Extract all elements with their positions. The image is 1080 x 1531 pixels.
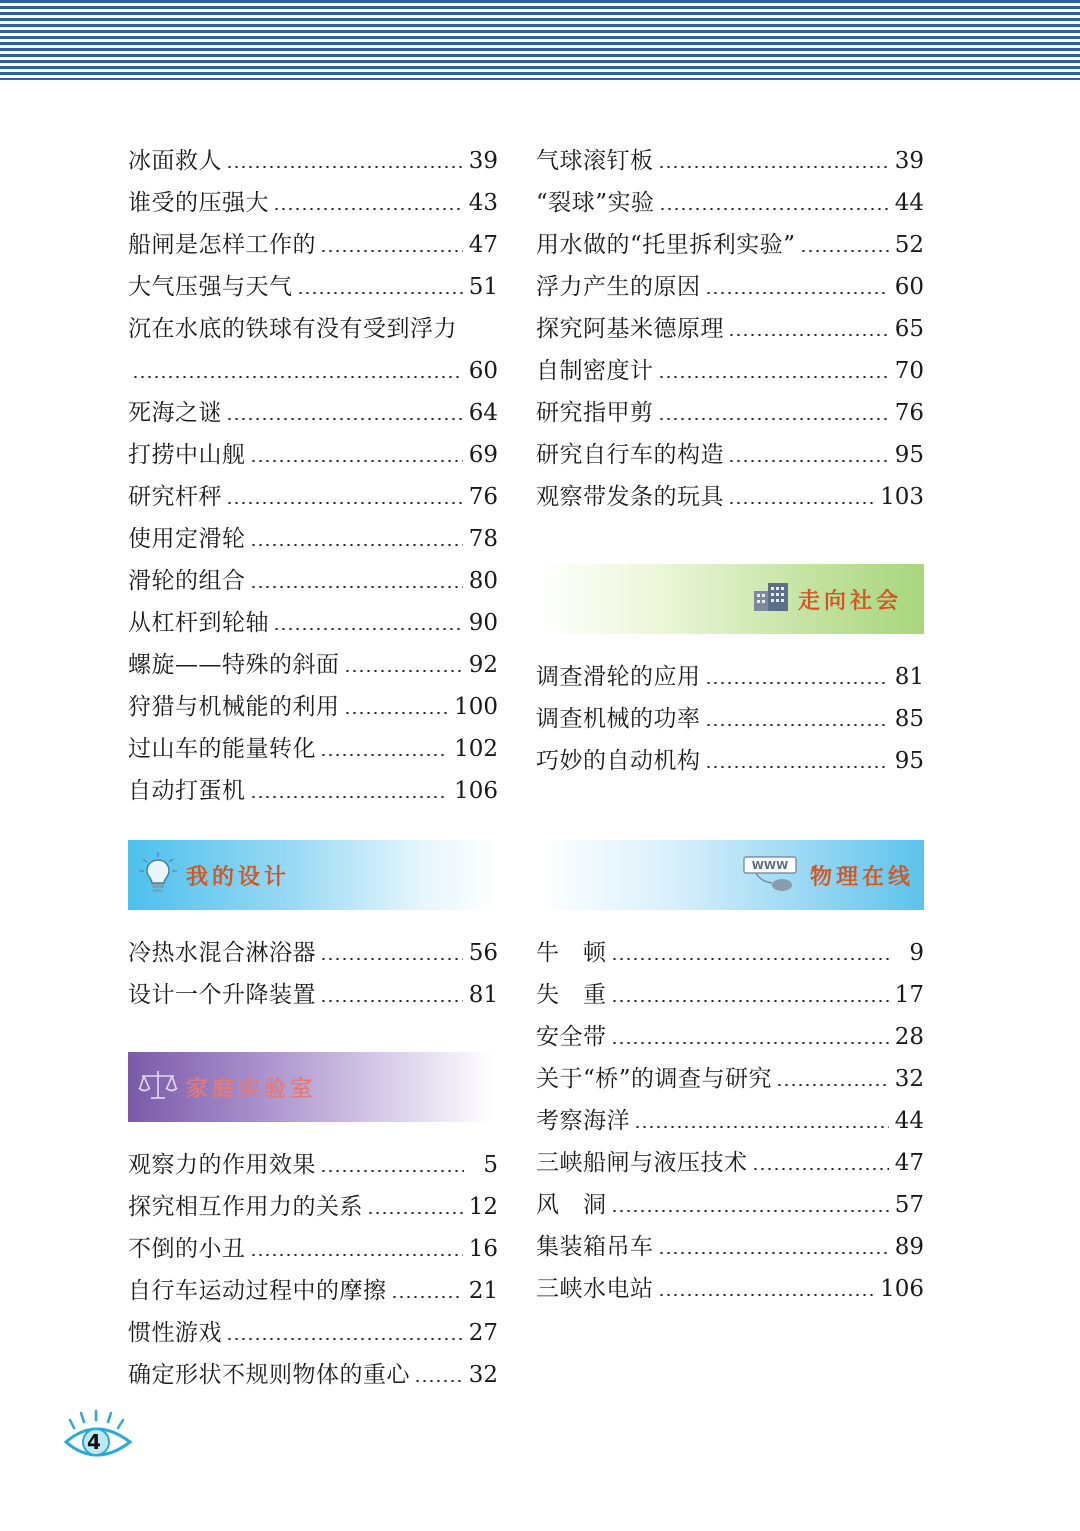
- toc-entry-title: 牛 顿: [536, 940, 607, 966]
- toc-entry[interactable]: [536, 1260, 924, 1302]
- toc-entry-page: 43: [468, 190, 498, 216]
- toc-entry-title: 观察力的作用效果: [128, 1152, 316, 1178]
- toc-entry-title: 观察带发条的玩具: [536, 484, 724, 510]
- dot-leader: [320, 1000, 463, 1002]
- page-number: 4: [87, 1430, 101, 1454]
- toc-entry[interactable]: [536, 132, 924, 174]
- dot-leader: [611, 958, 891, 960]
- section-title: 物理在线: [809, 863, 914, 890]
- toc-entry[interactable]: [128, 300, 498, 342]
- toc-entry[interactable]: [128, 636, 498, 678]
- dot-leader: [297, 292, 463, 294]
- toc-entry-page: 102: [454, 736, 498, 762]
- toc-entry-page: 44: [894, 1108, 924, 1134]
- dot-leader: [250, 1254, 463, 1256]
- toc-entry-page: 78: [468, 526, 498, 552]
- toc-online: [536, 924, 924, 1302]
- dot-leader: [273, 628, 463, 630]
- toc-entry[interactable]: [536, 216, 924, 258]
- toc-entry-page: 28: [894, 1024, 924, 1050]
- dot-leader: [226, 1338, 463, 1340]
- toc-entry[interactable]: [128, 1346, 498, 1388]
- toc-entry-title: 沉在水底的铁球有没有受到浮力: [128, 316, 457, 342]
- toc-entry[interactable]: [128, 342, 498, 384]
- dot-leader: [659, 208, 889, 210]
- toc-entry[interactable]: [536, 426, 924, 468]
- toc-entry[interactable]: [536, 1008, 924, 1050]
- toc-entry-page: 32: [468, 1362, 498, 1388]
- toc-entry[interactable]: [128, 1262, 498, 1304]
- toc-entry-page: 76: [894, 400, 924, 426]
- toc-entry[interactable]: [128, 1304, 498, 1346]
- toc-entry-page: 70: [894, 358, 924, 384]
- toc-entry-page: 106: [880, 1276, 924, 1302]
- dot-leader: [250, 460, 463, 462]
- toc-left-main: [128, 132, 498, 804]
- toc-entry[interactable]: [128, 216, 498, 258]
- toc-entry[interactable]: [536, 690, 924, 732]
- toc-entry-page: 95: [894, 748, 924, 774]
- dot-leader: [728, 460, 889, 462]
- toc-entry-page: 85: [894, 706, 924, 732]
- dot-leader: [320, 1170, 464, 1172]
- toc-entry-title: 设计一个升降装置: [128, 982, 316, 1008]
- toc-lab: [128, 1136, 498, 1388]
- toc-entry[interactable]: [536, 1176, 924, 1218]
- toc-list: [536, 132, 924, 510]
- dot-leader: [320, 958, 463, 960]
- toc-entry[interactable]: [536, 342, 924, 384]
- toc-list: [128, 132, 498, 804]
- dot-leader: [800, 250, 889, 252]
- toc-entry-page: 47: [894, 1150, 924, 1176]
- dot-leader: [728, 502, 874, 504]
- toc-entry[interactable]: [536, 648, 924, 690]
- toc-entry-title: 三峡船闸与液压技术: [536, 1150, 748, 1176]
- toc-entry[interactable]: [128, 132, 498, 174]
- dot-leader: [226, 418, 463, 420]
- toc-entry[interactable]: [128, 762, 498, 804]
- section-banner-society: [536, 564, 924, 634]
- toc-design: [128, 924, 498, 1008]
- dot-leader: [658, 1252, 889, 1254]
- toc-entry-title: 死海之谜: [128, 400, 222, 426]
- dot-leader: [728, 334, 889, 336]
- toc-entry-title: 研究杆秤: [128, 484, 222, 510]
- toc-entry-page: 21: [468, 1278, 498, 1304]
- toc-entry-page: 9: [909, 940, 924, 966]
- toc-entry-title: 关于“桥”的调查与研究: [536, 1066, 773, 1092]
- toc-entry[interactable]: [536, 174, 924, 216]
- toc-entry[interactable]: [128, 678, 498, 720]
- toc-entry-title: 自动打蛋机: [128, 778, 246, 804]
- toc-entry-page: 39: [894, 148, 924, 174]
- section-title: 我的设计: [186, 863, 291, 890]
- dot-leader: [705, 724, 889, 726]
- toc-entry[interactable]: [128, 924, 498, 966]
- toc-entry-page: 12: [468, 1194, 498, 1220]
- toc-entry-title: 安全带: [536, 1024, 607, 1050]
- toc-entry[interactable]: [536, 468, 924, 510]
- toc-entry[interactable]: [128, 384, 498, 426]
- toc-entry-page: 95: [894, 442, 924, 468]
- toc-entry-title: 集装箱吊车: [536, 1234, 654, 1260]
- toc-entry[interactable]: [128, 720, 498, 762]
- section-title: 家庭实验室: [186, 1075, 317, 1102]
- toc-entry-page: 5: [483, 1152, 498, 1178]
- toc-entry-page: 80: [468, 568, 498, 594]
- toc-entry-title: 船闸是怎样工作的: [128, 232, 316, 258]
- toc-entry[interactable]: [128, 468, 498, 510]
- toc-entry-title: 狩猎与机械能的利用: [128, 694, 340, 720]
- dot-leader: [250, 544, 463, 546]
- dot-leader: [705, 766, 889, 768]
- toc-entry[interactable]: [128, 258, 498, 300]
- toc-entry-title: 滑轮的组合: [128, 568, 246, 594]
- toc-right-main: [536, 132, 924, 510]
- www-globe-icon: [742, 853, 802, 897]
- dot-leader: [320, 250, 463, 252]
- toc-society: [536, 648, 924, 774]
- toc-entry-title: 浮力产生的原因: [536, 274, 701, 300]
- toc-entry-page: 64: [468, 400, 498, 426]
- toc-entry[interactable]: [536, 732, 924, 774]
- toc-entry[interactable]: [536, 1092, 924, 1134]
- toc-entry-title: 自行车运动过程中的摩擦: [128, 1278, 387, 1304]
- toc-entry-page: 44: [894, 190, 924, 216]
- balance-scale-icon: [138, 1068, 178, 1106]
- toc-entry[interactable]: [536, 384, 924, 426]
- toc-entry-page: 106: [454, 778, 498, 804]
- toc-entry-page: 60: [468, 358, 498, 384]
- toc-entry[interactable]: [128, 966, 498, 1008]
- header-stripes: [0, 0, 1080, 80]
- dot-leader: [414, 1380, 463, 1382]
- section-banner-lab: [128, 1052, 493, 1122]
- toc-entry-title: 调查机械的功率: [536, 706, 701, 732]
- toc-entry-page: 100: [454, 694, 498, 720]
- dot-leader: [226, 502, 463, 504]
- dot-leader: [611, 1000, 889, 1002]
- dot-leader: [634, 1126, 889, 1128]
- toc-entry-page: 39: [468, 148, 498, 174]
- toc-entry[interactable]: [128, 1136, 498, 1178]
- toc-entry[interactable]: [128, 1220, 498, 1262]
- toc-entry[interactable]: [128, 594, 498, 636]
- toc-entry-title: 研究指甲剪: [536, 400, 654, 426]
- toc-entry[interactable]: [536, 1218, 924, 1260]
- toc-entry[interactable]: [128, 426, 498, 468]
- toc-entry-title: 确定形状不规则物体的重心: [128, 1362, 410, 1388]
- toc-entry-page: 27: [468, 1320, 498, 1346]
- toc-list: [536, 924, 924, 1302]
- toc-entry-title: 探究相互作用力的关系: [128, 1194, 363, 1220]
- dot-leader: [391, 1296, 463, 1298]
- toc-entry-title: 打捞中山舰: [128, 442, 246, 468]
- toc-entry-page: 51: [468, 274, 498, 300]
- toc-entry-title: 失 重: [536, 982, 607, 1008]
- dot-leader: [658, 376, 889, 378]
- toc-entry-title: 螺旋——特殊的斜面: [128, 652, 340, 678]
- toc-entry-title: 研究自行车的构造: [536, 442, 724, 468]
- toc-entry[interactable]: [536, 258, 924, 300]
- section-title: 走向社会: [797, 587, 902, 614]
- toc-entry-page: 32: [894, 1066, 924, 1092]
- dot-leader: [658, 166, 889, 168]
- toc-entry[interactable]: [128, 510, 498, 552]
- toc-entry-title: 气球滚钉板: [536, 148, 654, 174]
- toc-entry-page: 103: [880, 484, 924, 510]
- toc-entry-title: 调查滑轮的应用: [536, 664, 701, 690]
- dot-leader: [611, 1042, 889, 1044]
- toc-entry-page: 81: [894, 664, 924, 690]
- www-text: WWW: [751, 859, 789, 872]
- dot-leader: [344, 670, 463, 672]
- dot-leader: [226, 166, 463, 168]
- dot-leader: [250, 796, 449, 798]
- toc-entry[interactable]: [128, 174, 498, 216]
- toc-list: [128, 924, 498, 1008]
- dot-leader: [611, 1210, 889, 1212]
- toc-entry-title: “裂球”实验: [536, 190, 655, 216]
- toc-entry-title: 风 洞: [536, 1192, 607, 1218]
- dot-leader: [658, 1294, 875, 1296]
- toc-entry-page: 69: [468, 442, 498, 468]
- toc-list: [128, 1136, 498, 1388]
- toc-entry-title: 用水做的“托里拆利实验”: [536, 232, 796, 258]
- toc-entry-title: 惯性游戏: [128, 1320, 222, 1346]
- toc-entry-page: 60: [894, 274, 924, 300]
- dot-leader: [705, 292, 889, 294]
- toc-entry-page: 52: [894, 232, 924, 258]
- dot-leader: [658, 418, 889, 420]
- toc-entry-title: 探究阿基米德原理: [536, 316, 724, 342]
- toc-entry-title: 巧妙的自动机构: [536, 748, 701, 774]
- toc-entry[interactable]: [536, 1050, 924, 1092]
- toc-entry-title: 冰面救人: [128, 148, 222, 174]
- toc-entry-page: 16: [468, 1236, 498, 1262]
- toc-entry[interactable]: [536, 966, 924, 1008]
- toc-entry-title: 大气压强与天气: [128, 274, 293, 300]
- dot-leader: [273, 208, 463, 210]
- toc-entry[interactable]: [536, 924, 924, 966]
- dot-leader: [320, 754, 448, 756]
- toc-entry-page: 47: [468, 232, 498, 258]
- toc-entry-title: 考察海洋: [536, 1108, 630, 1134]
- dot-leader: [705, 682, 889, 684]
- dot-leader: [367, 1212, 463, 1214]
- toc-entry-page: 56: [468, 940, 498, 966]
- toc-entry-page: 76: [468, 484, 498, 510]
- toc-entry-title: 过山车的能量转化: [128, 736, 316, 762]
- toc-entry[interactable]: [536, 300, 924, 342]
- toc-entry-title: 冷热水混合淋浴器: [128, 940, 316, 966]
- toc-entry-page: 92: [468, 652, 498, 678]
- lightbulb-icon: [138, 851, 178, 899]
- toc-list: [536, 648, 924, 774]
- dot-leader: [344, 712, 449, 714]
- toc-entry[interactable]: [536, 1134, 924, 1176]
- toc-entry[interactable]: [128, 1178, 498, 1220]
- building-icon: [752, 581, 790, 617]
- section-banner-online: [536, 840, 924, 910]
- toc-entry-page: 65: [894, 316, 924, 342]
- toc-entry-title: 使用定滑轮: [128, 526, 246, 552]
- toc-entry-page: 90: [468, 610, 498, 636]
- toc-entry-title: 不倒的小丑: [128, 1236, 246, 1262]
- dot-leader: [776, 1084, 889, 1086]
- toc-entry-page: 17: [894, 982, 924, 1008]
- dot-leader: [132, 376, 463, 378]
- toc-entry-page: 81: [468, 982, 498, 1008]
- section-banner-design: [128, 840, 498, 910]
- dot-leader: [250, 586, 463, 588]
- toc-entry-title: 三峡水电站: [536, 1276, 654, 1302]
- dot-leader: [752, 1168, 889, 1170]
- toc-entry-page: 89: [894, 1234, 924, 1260]
- toc-entry-title: 谁受的压强大: [128, 190, 269, 216]
- toc-entry-title: 自制密度计: [536, 358, 654, 384]
- toc-entry-page: 57: [894, 1192, 924, 1218]
- toc-entry[interactable]: [128, 552, 498, 594]
- toc-entry-title: 从杠杆到轮轴: [128, 610, 269, 636]
